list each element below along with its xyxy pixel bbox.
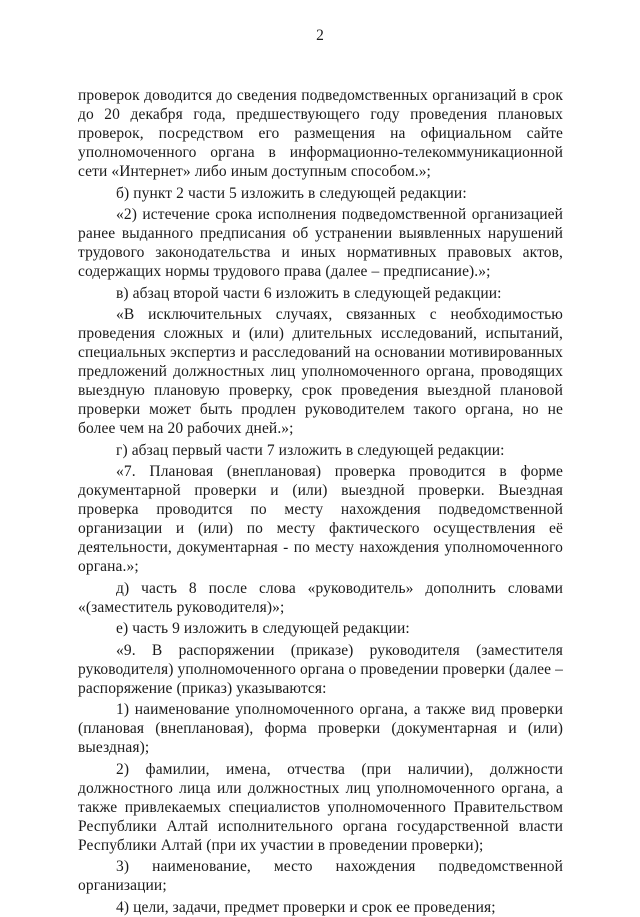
document-paragraph-subitem-v: в) абзац второй части 6 изложить в следующей редакции:	[116, 284, 502, 302]
document-paragraph-subitem-g: г) абзац первый части 7 изложить в следующей редакции:	[116, 441, 505, 459]
document-paragraph-item-3: 3) наименование, место нахождения подведомственной организации;	[78, 858, 563, 894]
document-paragraph-subitem-d: д) часть 8 после слова «руководитель» дополнить словами «(заместитель руководителя)»;	[78, 579, 563, 616]
document-paragraph-item-1: 1) наименование уполномоченного органа, а также вид проверки (плановая (внеплановая), форма проверки (документарная и (или) выездная);	[78, 701, 563, 756]
document-body	[78, 86, 563, 917]
document-paragraph-subitem-e: е) часть 9 изложить в следующей редакции:	[116, 620, 410, 637]
document-paragraph-quote-9: «9. В распоряжении (приказе) руководителя (заместителя руководителя) уполномоченного органа о проведении проверки (далее – распоряжение (приказ) указываются:	[78, 641, 563, 697]
document-paragraph-quote-7: «7. Плановая (внеплановая) проверка проводится в форме документарной проверки и (или) выездной проверки. Выездная проверка проводится по месту нахождения подведомственной организации и (или) по месту фактического осуществления её деятельности, документарная - по месту нахождения уполномоченного органа.»;	[78, 463, 563, 575]
document-paragraph-item-2: 2) фамилии, имена, отчества (при наличии), должности должностного лица или должностных лиц уполномоченного органа, а также привлекаемых специалистов уполномоченного Правительством Республики Алтай исполнительного органа государственной власти Республики Алтай (при их участии в проведении проверки);	[78, 760, 563, 854]
document-paragraph-continuation: проверок доводится до сведения подведомственных организаций в срок до 20 декабря года, предшествующего году проведения плановых проверок, посредством его размещения на официальном сайте уполномоченного органа в информационно-телекоммуникационной сети «Интернет» либо иным доступным способом.»;	[78, 87, 563, 180]
document-paragraph-quote-2: «2) истечение срока исполнения подведомственной организацией ранее выданного предписания об устранении выявленных нарушений трудового законодательства и иных нормативных правовых актов, содержащих нормы трудового права (далее – предписание).»;	[78, 206, 563, 280]
document-paragraph-subitem-b: б) пункт 2 части 5 изложить в следующей редакции:	[116, 184, 467, 202]
page-number: 2	[316, 27, 324, 44]
document-paragraph-item-4: 4) цели, задачи, предмет проверки и срок ее проведения;	[116, 898, 496, 916]
document-paragraph-quote-exceptional-cases: «В исключительных случаях, связанных с необходимостью проведения сложных и (или) длительных исследований, испытаний, специальных экспертиз и расследований на основании мотивированных предложений должностных лиц уполномоченного органа, проводящих выездную плановую проверку, срок проведения выездной плановой проверки может быть продлен руководителем такого органа, но не более чем на 20 рабочих дней.»;	[78, 306, 563, 437]
